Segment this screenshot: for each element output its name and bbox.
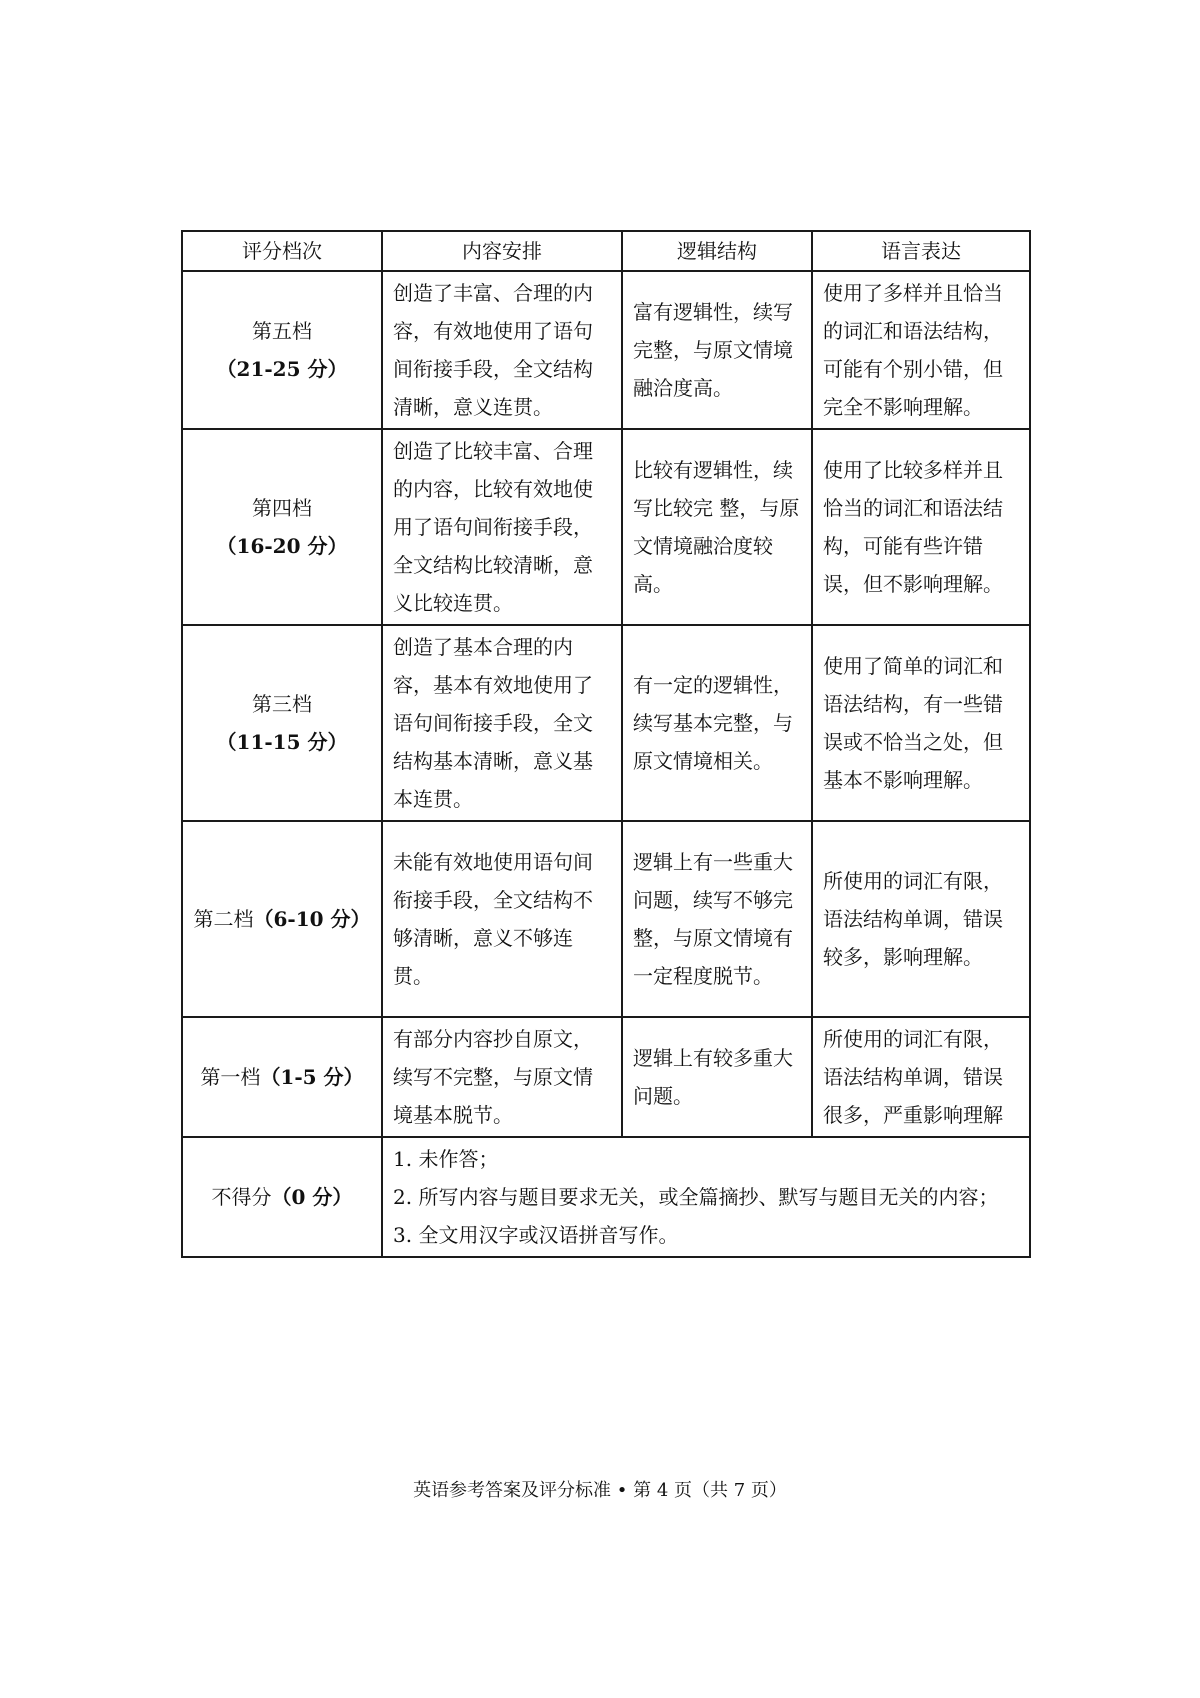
header-logic: 逻辑结构 — [622, 231, 812, 271]
level-cell — [182, 271, 382, 429]
level-name: 第一档 — [200, 1065, 261, 1089]
logic-cell: 比较有逻辑性，续写比较完 整，与原文情境融洽度较高。 — [622, 429, 812, 625]
content-cell: 有部分内容抄自原文，续写不完整，与原文情境基本脱节。 — [382, 1017, 622, 1137]
table-row — [182, 271, 1030, 429]
header-language: 语言表达 — [812, 231, 1030, 271]
list-item: 1. 未作答； — [393, 1147, 499, 1171]
zero-criteria-list — [393, 1140, 1019, 1254]
language-cell: 所使用的词汇有限，语法结构单调，错误较多，影响理解。 — [812, 821, 1030, 1017]
scoring-rubric-table — [181, 230, 1031, 1258]
language-cell: 使用了比较多样并且恰当的词汇和语法结构，可能有些许错误，但不影响理解。 — [812, 429, 1030, 625]
content-cell: 创造了基本合理的内容，基本有效地使用了语句间衔接手段，全文结构基本清晰，意义基本连贯。 — [382, 625, 622, 821]
language-cell: 使用了多样并且恰当的词汇和语法结构，可能有个别小错，但完全不影响理解。 — [812, 271, 1030, 429]
table-row-zero-score — [182, 1137, 1030, 1257]
level-score: （1-5 分） — [260, 1065, 364, 1089]
zero-criteria-cell — [382, 1137, 1030, 1257]
table-row — [182, 429, 1030, 625]
level-name: 不得分 — [211, 1185, 272, 1209]
level-score: （0 分） — [271, 1185, 353, 1209]
table-header-row — [182, 231, 1030, 271]
level-cell — [182, 821, 382, 1017]
level-cell — [182, 1017, 382, 1137]
content-cell: 创造了丰富、合理的内容，有效地使用了语句间衔接手段，全文结构清晰，意义连贯。 — [382, 271, 622, 429]
level-score: （6-10 分） — [253, 907, 371, 931]
level-score: （16-20 分） — [216, 534, 348, 558]
level-name: 第四档 — [252, 496, 312, 520]
table-row — [182, 625, 1030, 821]
logic-cell: 有一定的逻辑性，续写基本完整，与原文情境相关。 — [622, 625, 812, 821]
level-cell — [182, 1137, 382, 1257]
level-cell — [182, 625, 382, 821]
logic-cell: 富有逻辑性，续写完整，与原文情境融洽度高。 — [622, 271, 812, 429]
level-cell — [182, 429, 382, 625]
table-row — [182, 821, 1030, 1017]
header-level: 评分档次 — [182, 231, 382, 271]
level-name: 第五档 — [252, 319, 312, 343]
page-footer: 英语参考答案及评分标准 • 第 4 页（共 7 页） — [413, 1480, 787, 1501]
level-name: 第二档 — [193, 907, 254, 931]
list-item: 2. 所写内容与题目要求无关，或全篇摘抄、默写与题目无关的内容； — [393, 1185, 999, 1209]
table-row — [182, 1017, 1030, 1137]
logic-cell: 逻辑上有较多重大问题。 — [622, 1017, 812, 1137]
language-cell: 使用了简单的词汇和语法结构，有一些错误或不恰当之处，但基本不影响理解。 — [812, 625, 1030, 821]
level-score: （11-15 分） — [216, 730, 348, 754]
content-cell: 未能有效地使用语句间衔接手段，全文结构不够清晰，意义不够连贯。 — [382, 821, 622, 1017]
language-cell: 所使用的词汇有限，语法结构单调，错误很多，严重影响理解 — [812, 1017, 1030, 1137]
level-score: （21-25 分） — [216, 357, 348, 381]
header-content: 内容安排 — [382, 231, 622, 271]
content-cell: 创造了比较丰富、合理的内容，比较有效地使用了语句间衔接手段，全文结构比较清晰，意义比较连贯。 — [382, 429, 622, 625]
list-item: 3. 全文用汉字或汉语拼音写作。 — [393, 1223, 679, 1247]
logic-cell: 逻辑上有一些重大问题，续写不够完整，与原文情境有 一定程度脱节。 — [622, 821, 812, 1017]
level-name: 第三档 — [252, 692, 312, 716]
